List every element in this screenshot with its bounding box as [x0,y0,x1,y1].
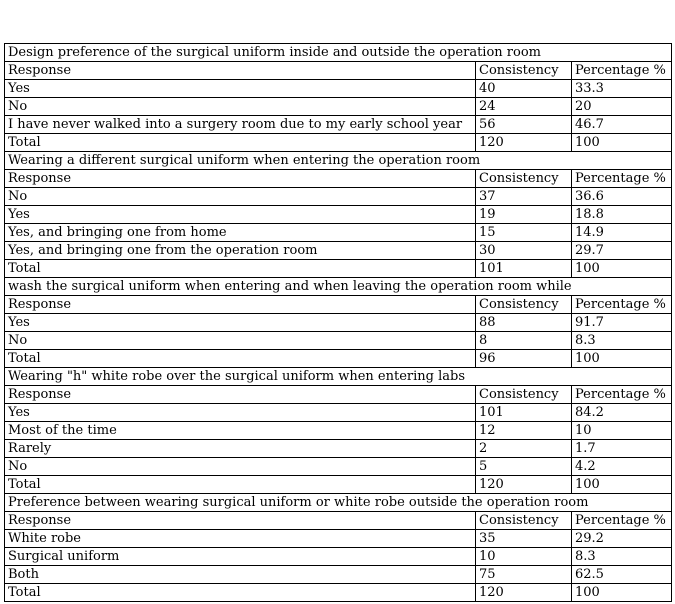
section-title: wash the surgical uniform when entering and when leaving the operation room while [5,278,672,296]
percentage-cell: 36.6 [572,188,672,206]
table-row [5,188,672,206]
consistency-cell: 101 [476,404,572,422]
consistency-cell: 12 [476,422,572,440]
response-cell: Yes [5,80,476,98]
consistency-cell: 10 [476,548,572,566]
percentage-cell: 91.7 [572,314,672,332]
percentage-cell: 100 [572,260,672,278]
response-cell: Total [5,134,476,152]
response-cell: No [5,458,476,476]
section-title-row [5,278,672,296]
percentage-cell: 33.3 [572,80,672,98]
consistency-cell: 101 [476,260,572,278]
percentage-cell: 8.3 [572,332,672,350]
section-title: Preference between wearing surgical uniform or white robe outside the operation room [5,494,672,512]
response-cell: Surgical uniform [5,548,476,566]
header-consistency: Consistency [476,512,572,530]
header-consistency: Consistency [476,296,572,314]
consistency-cell: 8 [476,332,572,350]
consistency-cell: 56 [476,116,572,134]
survey-results-table [4,43,672,602]
response-cell: No [5,188,476,206]
consistency-cell: 37 [476,188,572,206]
total-row [5,584,672,602]
section-title-row [5,368,672,386]
consistency-cell: 15 [476,224,572,242]
consistency-cell: 2 [476,440,572,458]
percentage-cell: 20 [572,98,672,116]
response-cell: Yes [5,206,476,224]
response-cell: Total [5,476,476,494]
percentage-cell: 100 [572,584,672,602]
consistency-cell: 5 [476,458,572,476]
percentage-cell: 4.2 [572,458,672,476]
table-row [5,206,672,224]
consistency-cell: 75 [476,566,572,584]
response-cell: Most of the time [5,422,476,440]
header-consistency: Consistency [476,62,572,80]
percentage-cell: 62.5 [572,566,672,584]
header-response: Response [5,386,476,404]
consistency-cell: 30 [476,242,572,260]
total-row [5,476,672,494]
percentage-cell: 84.2 [572,404,672,422]
header-row [5,386,672,404]
percentage-cell: 18.8 [572,206,672,224]
total-row [5,350,672,368]
table-row [5,422,672,440]
percentage-cell: 100 [572,350,672,368]
header-row [5,170,672,188]
table-row [5,566,672,584]
table-row [5,242,672,260]
consistency-cell: 120 [476,584,572,602]
section-title-row [5,44,672,62]
response-cell: No [5,98,476,116]
section-title: Wearing "h" white robe over the surgical uniform when entering labs [5,368,672,386]
response-cell: Total [5,260,476,278]
section-title-row [5,152,672,170]
section-title-row [5,494,672,512]
response-cell: Both [5,566,476,584]
response-cell: Rarely [5,440,476,458]
table-row [5,548,672,566]
consistency-cell: 19 [476,206,572,224]
response-cell: Yes, and bringing one from the operation room [5,242,476,260]
header-response: Response [5,512,476,530]
consistency-cell: 120 [476,476,572,494]
header-percentage: Percentage % [572,296,672,314]
response-cell: Total [5,350,476,368]
table-row [5,98,672,116]
response-cell: Total [5,584,476,602]
header-row [5,296,672,314]
table-row [5,314,672,332]
section-title: Wearing a different surgical uniform when entering the operation room [5,152,672,170]
consistency-cell: 88 [476,314,572,332]
table-row [5,440,672,458]
percentage-cell: 100 [572,476,672,494]
response-cell: No [5,332,476,350]
table-row [5,458,672,476]
table-row [5,530,672,548]
response-cell: White robe [5,530,476,548]
percentage-cell: 100 [572,134,672,152]
table-row [5,404,672,422]
header-consistency: Consistency [476,170,572,188]
header-response: Response [5,296,476,314]
table-row [5,224,672,242]
percentage-cell: 8.3 [572,548,672,566]
table-row [5,332,672,350]
consistency-cell: 96 [476,350,572,368]
header-consistency: Consistency [476,386,572,404]
header-response: Response [5,62,476,80]
total-row [5,134,672,152]
header-percentage: Percentage % [572,512,672,530]
total-row [5,260,672,278]
section-title: Design preference of the surgical uniform inside and outside the operation room [5,44,672,62]
header-percentage: Percentage % [572,386,672,404]
consistency-cell: 120 [476,134,572,152]
table-body [5,44,672,602]
response-cell: Yes [5,404,476,422]
table-row [5,116,672,134]
percentage-cell: 1.7 [572,440,672,458]
response-cell: Yes, and bringing one from home [5,224,476,242]
header-row [5,62,672,80]
percentage-cell: 29.2 [572,530,672,548]
consistency-cell: 35 [476,530,572,548]
consistency-cell: 24 [476,98,572,116]
response-cell: Yes [5,314,476,332]
percentage-cell: 14.9 [572,224,672,242]
percentage-cell: 46.7 [572,116,672,134]
header-percentage: Percentage % [572,170,672,188]
header-percentage: Percentage % [572,62,672,80]
header-response: Response [5,170,476,188]
table-row [5,80,672,98]
header-row [5,512,672,530]
consistency-cell: 40 [476,80,572,98]
percentage-cell: 10 [572,422,672,440]
response-cell: I have never walked into a surgery room due to my early school year [5,116,476,134]
percentage-cell: 29.7 [572,242,672,260]
